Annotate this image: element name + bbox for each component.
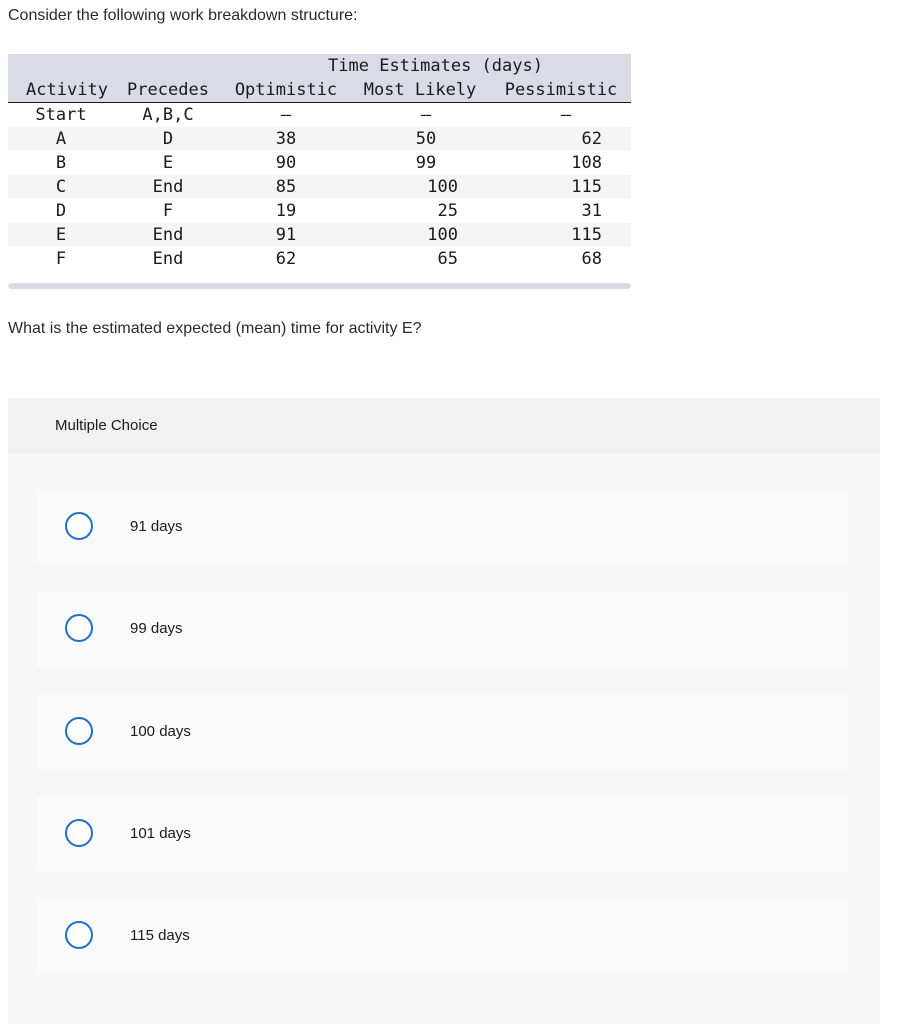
answer-option[interactable] [37,490,848,564]
answer-option[interactable] [37,592,848,666]
cell-precedes: E [162,153,174,173]
cell-precedes: End [152,225,184,245]
radio-button[interactable] [65,819,93,847]
cell-activity: C [55,177,67,197]
cell-precedes: A,B,C [142,105,194,125]
cell-most-likely: 100 [427,225,458,245]
col-header-optimistic: Optimistic [234,80,338,100]
cell-activity: D [55,201,67,221]
cell-most-likely: 99 [415,153,437,173]
cell-precedes: End [152,249,184,269]
question-text: What is the estimated expected (mean) time for activity E? [8,320,422,337]
cell-optimistic: 38 [275,129,297,149]
cell-activity: A [55,129,67,149]
cell-most-likely: 25 [437,201,458,221]
col-header-pessimistic: Pessimistic [504,80,618,100]
table-row [8,103,631,127]
multiple-choice-panel [8,398,880,1024]
intro-text: Consider the following work breakdown structure: [8,7,358,24]
answer-option-label: 99 days [130,620,183,637]
cell-pessimistic: 68 [581,249,602,269]
cell-activity: Start [35,105,87,125]
cell-optimistic: 62 [275,249,297,269]
time-estimates-header: Time Estimates (days) [328,56,543,76]
cell-activity: F [55,249,67,269]
wbs-table [8,54,631,289]
radio-button[interactable] [65,717,93,745]
col-header-activity: Activity [26,80,108,100]
cell-pessimistic: 108 [571,153,602,173]
cell-optimistic: 85 [275,177,297,197]
cell-pessimistic: – [560,105,572,125]
cell-most-likely: 65 [437,249,458,269]
table-row [8,151,631,175]
answer-option-label: 100 days [130,723,191,740]
cell-activity: E [55,225,67,245]
answer-option[interactable] [37,899,848,973]
multiple-choice-header [8,398,880,454]
table-row [8,199,631,223]
table-header [8,54,631,103]
answer-option-label: 91 days [130,518,183,535]
col-header-most-likely: Most Likely [363,80,477,100]
cell-pessimistic: 115 [571,177,602,197]
col-header-precedes: Precedes [127,80,209,100]
radio-button[interactable] [65,921,93,949]
cell-precedes: D [162,129,174,149]
table-scrollbar[interactable] [8,283,631,289]
table-row [8,175,631,199]
cell-precedes: F [162,201,174,221]
radio-button[interactable] [65,512,93,540]
answer-option-label: 101 days [130,825,191,842]
cell-precedes: End [152,177,184,197]
cell-optimistic: 90 [275,153,297,173]
table-row [8,223,631,247]
answer-option-label: 115 days [130,927,190,944]
table-row [8,247,631,271]
cell-pessimistic: 115 [571,225,602,245]
cell-most-likely: 100 [427,177,458,197]
cell-pessimistic: 62 [581,129,602,149]
cell-pessimistic: 31 [581,201,602,221]
cell-most-likely: 50 [415,129,437,149]
cell-optimistic: 19 [275,201,297,221]
answer-option[interactable] [37,695,848,769]
table-row [8,127,631,151]
answer-option[interactable] [37,797,848,871]
cell-most-likely: – [420,105,432,125]
radio-button[interactable] [65,614,93,642]
cell-activity: B [55,153,67,173]
multiple-choice-title: Multiple Choice [55,417,158,434]
cell-optimistic: 91 [275,225,297,245]
cell-optimistic: – [280,105,292,125]
